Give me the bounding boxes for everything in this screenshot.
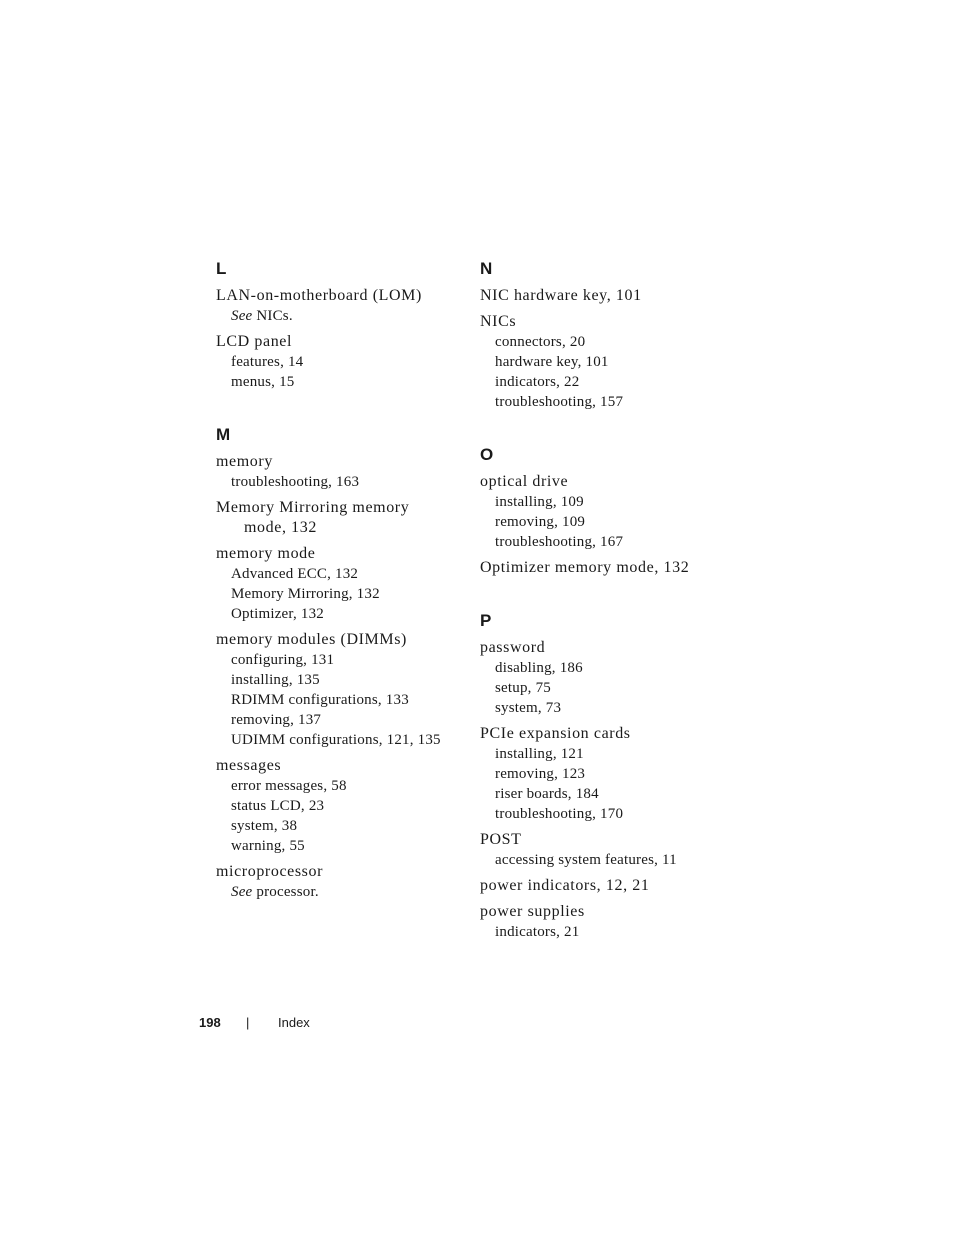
index-subentry — [216, 882, 456, 902]
subentry-text: system, 73 — [495, 700, 562, 716]
index-term: Optimizer memory mode, 132 — [480, 559, 690, 576]
index-subentry — [216, 796, 456, 816]
index-subentry — [216, 816, 456, 836]
subentry-text: indicators, 21 — [495, 924, 580, 940]
subentry-text: configuring, 131 — [231, 652, 335, 668]
index-entry — [480, 312, 720, 412]
index-entry — [480, 876, 720, 896]
index-subentry — [480, 698, 720, 718]
index-term: NIC hardware key, 101 — [480, 287, 642, 304]
subentry-text: connectors, 20 — [495, 334, 586, 350]
subentry-text: hardware key, 101 — [495, 354, 609, 370]
index-subentry — [216, 670, 456, 690]
index-entry — [480, 558, 720, 578]
subentry-text: removing, 109 — [495, 514, 586, 530]
subentry-text: installing, 135 — [231, 672, 320, 688]
section-letter: P — [480, 611, 492, 630]
index-entry — [480, 286, 720, 306]
subentry-text: riser boards, 184 — [495, 786, 599, 802]
subentry-text: accessing system features, 11 — [495, 852, 677, 868]
subentry-text: NICs. — [252, 308, 293, 324]
index-subentry — [216, 836, 456, 856]
subentry-text: features, 14 — [231, 354, 304, 370]
subentry-text: Memory Mirroring, 132 — [231, 586, 380, 602]
subentry-text: installing, 109 — [495, 494, 584, 510]
section-letter: M — [216, 425, 231, 444]
index-subentry — [480, 512, 720, 532]
index-term: LCD panel — [216, 333, 293, 350]
index-term: optical drive — [480, 473, 569, 490]
subentry-text: warning, 55 — [231, 838, 305, 854]
index-subentry — [216, 604, 456, 624]
section-letter: O — [480, 445, 494, 464]
index-section-p — [480, 610, 720, 942]
index-section-o — [480, 444, 720, 578]
index-entry — [216, 630, 456, 750]
index-subentry — [480, 332, 720, 352]
index-subentry — [480, 764, 720, 784]
index-term: PCIe expansion cards — [480, 725, 631, 742]
subentry-text: menus, 15 — [231, 374, 295, 390]
index-term: power indicators, 12, 21 — [480, 877, 650, 894]
footer-section-name: Index — [278, 1015, 310, 1030]
index-subentry — [480, 922, 720, 942]
index-subentry — [480, 372, 720, 392]
index-entry — [216, 498, 456, 538]
subentry-text: error messages, 58 — [231, 778, 347, 794]
index-subentry — [216, 776, 456, 796]
index-subentry — [216, 472, 456, 492]
index-term: messages — [216, 757, 282, 774]
index-subentry — [480, 532, 720, 552]
subentry-text: setup, 75 — [495, 680, 551, 696]
subentry-text: troubleshooting, 163 — [231, 474, 360, 490]
index-entry — [216, 862, 456, 902]
index-subentry — [216, 306, 456, 326]
index-term: NICs — [480, 313, 517, 330]
subentry-text: status LCD, 23 — [231, 798, 325, 814]
index-subentry — [216, 584, 456, 604]
subentry-text: system, 38 — [231, 818, 298, 834]
subentry-text: removing, 137 — [231, 712, 322, 728]
index-entry — [480, 638, 720, 718]
index-subentry — [480, 352, 720, 372]
index-term: LAN-on-motherboard (LOM) — [216, 287, 422, 304]
footer-separator: | — [246, 1015, 250, 1030]
index-entry — [216, 756, 456, 856]
subentry-text: processor. — [252, 884, 319, 900]
index-term: microprocessor — [216, 863, 324, 880]
index-entry — [216, 452, 456, 492]
index-entry — [216, 286, 456, 326]
index-subentry — [216, 690, 456, 710]
see-reference-label: See — [231, 308, 253, 324]
subentry-text: installing, 121 — [495, 746, 584, 762]
index-subentry — [480, 850, 720, 870]
index-column-right — [480, 258, 720, 974]
index-section-m — [216, 424, 456, 902]
index-subentry — [480, 658, 720, 678]
index-entry — [480, 472, 720, 552]
index-entry — [480, 902, 720, 942]
index-subentry — [216, 730, 456, 750]
subentry-text: Optimizer, 132 — [231, 606, 325, 622]
page-number: 198 — [199, 1015, 221, 1030]
index-subentry — [480, 678, 720, 698]
index-subentry — [480, 492, 720, 512]
index-term: POST — [480, 831, 522, 848]
index-term: power supplies — [480, 903, 585, 920]
index-term: Memory Mirroring memory mode, 132 — [216, 499, 410, 536]
index-subentry — [216, 710, 456, 730]
index-entry — [480, 724, 720, 824]
section-letter: N — [480, 259, 493, 278]
subentry-text: troubleshooting, 157 — [495, 394, 624, 410]
index-term: password — [480, 639, 546, 656]
index-entry — [480, 830, 720, 870]
index-subentry — [480, 744, 720, 764]
see-reference-label: See — [231, 884, 253, 900]
index-subentry — [216, 372, 456, 392]
index-subentry — [216, 564, 456, 584]
section-letter: L — [216, 259, 227, 278]
index-subentry — [216, 352, 456, 372]
subentry-text: UDIMM configurations, 121, 135 — [231, 732, 441, 748]
subentry-text: removing, 123 — [495, 766, 586, 782]
subentry-text: disabling, 186 — [495, 660, 583, 676]
index-term: memory — [216, 453, 273, 470]
index-entry — [216, 332, 456, 392]
subentry-text: Advanced ECC, 132 — [231, 566, 359, 582]
index-section-n — [480, 258, 720, 412]
index-term: memory mode — [216, 545, 316, 562]
index-column-left — [216, 258, 456, 934]
index-subentry — [480, 392, 720, 412]
index-entry — [216, 544, 456, 624]
subentry-text: troubleshooting, 170 — [495, 806, 624, 822]
index-subentry — [216, 650, 456, 670]
index-subentry — [480, 804, 720, 824]
index-term: memory modules (DIMMs) — [216, 631, 407, 648]
index-section-l — [216, 258, 456, 392]
subentry-text: indicators, 22 — [495, 374, 580, 390]
index-subentry — [480, 784, 720, 804]
subentry-text: RDIMM configurations, 133 — [231, 692, 409, 708]
subentry-text: troubleshooting, 167 — [495, 534, 624, 550]
